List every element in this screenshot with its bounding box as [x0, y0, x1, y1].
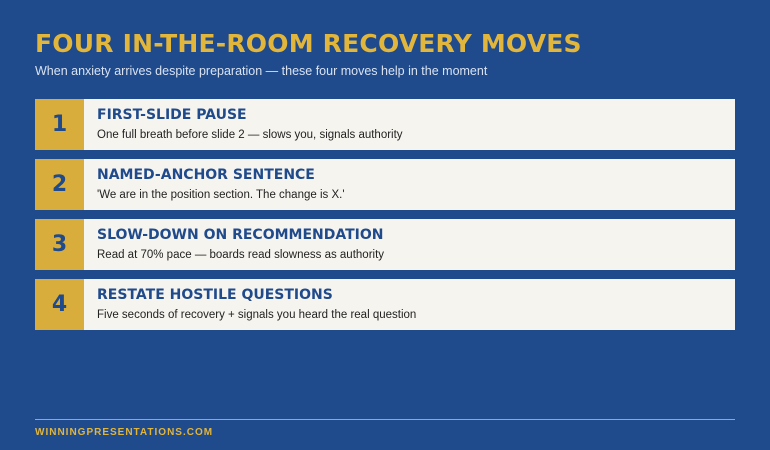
move-card-3 [35, 219, 735, 270]
move-description: Read at 70% pace — boards read slowness as authority [97, 249, 385, 261]
footer-website: WINNINGPRESENTATIONS.COM [35, 427, 214, 438]
move-title: FIRST-SLIDE PAUSE [97, 107, 247, 123]
move-body [84, 99, 735, 150]
move-card-2 [35, 159, 735, 210]
move-body [84, 279, 735, 330]
move-number: 1 [35, 99, 84, 150]
move-number: 4 [35, 279, 84, 330]
move-number: 3 [35, 219, 84, 270]
moves-list [35, 99, 735, 339]
move-card-1 [35, 99, 735, 150]
page-title: FOUR IN-THE-ROOM RECOVERY MOVES [35, 29, 582, 58]
move-description: One full breath before slide 2 — slows you, signals authority [97, 129, 403, 141]
move-card-4 [35, 279, 735, 330]
move-title: RESTATE HOSTILE QUESTIONS [97, 287, 333, 303]
footer-divider [35, 419, 735, 420]
move-title: NAMED-ANCHOR SENTENCE [97, 167, 315, 183]
move-body [84, 219, 735, 270]
move-description: Five seconds of recovery + signals you heard the real question [97, 309, 417, 321]
move-number: 2 [35, 159, 84, 210]
move-title: SLOW-DOWN ON RECOMMENDATION [97, 227, 384, 243]
page-subtitle: When anxiety arrives despite preparation — these four moves help in the moment [35, 64, 488, 78]
move-body [84, 159, 735, 210]
move-description: 'We are in the position section. The change is X.' [97, 189, 345, 201]
